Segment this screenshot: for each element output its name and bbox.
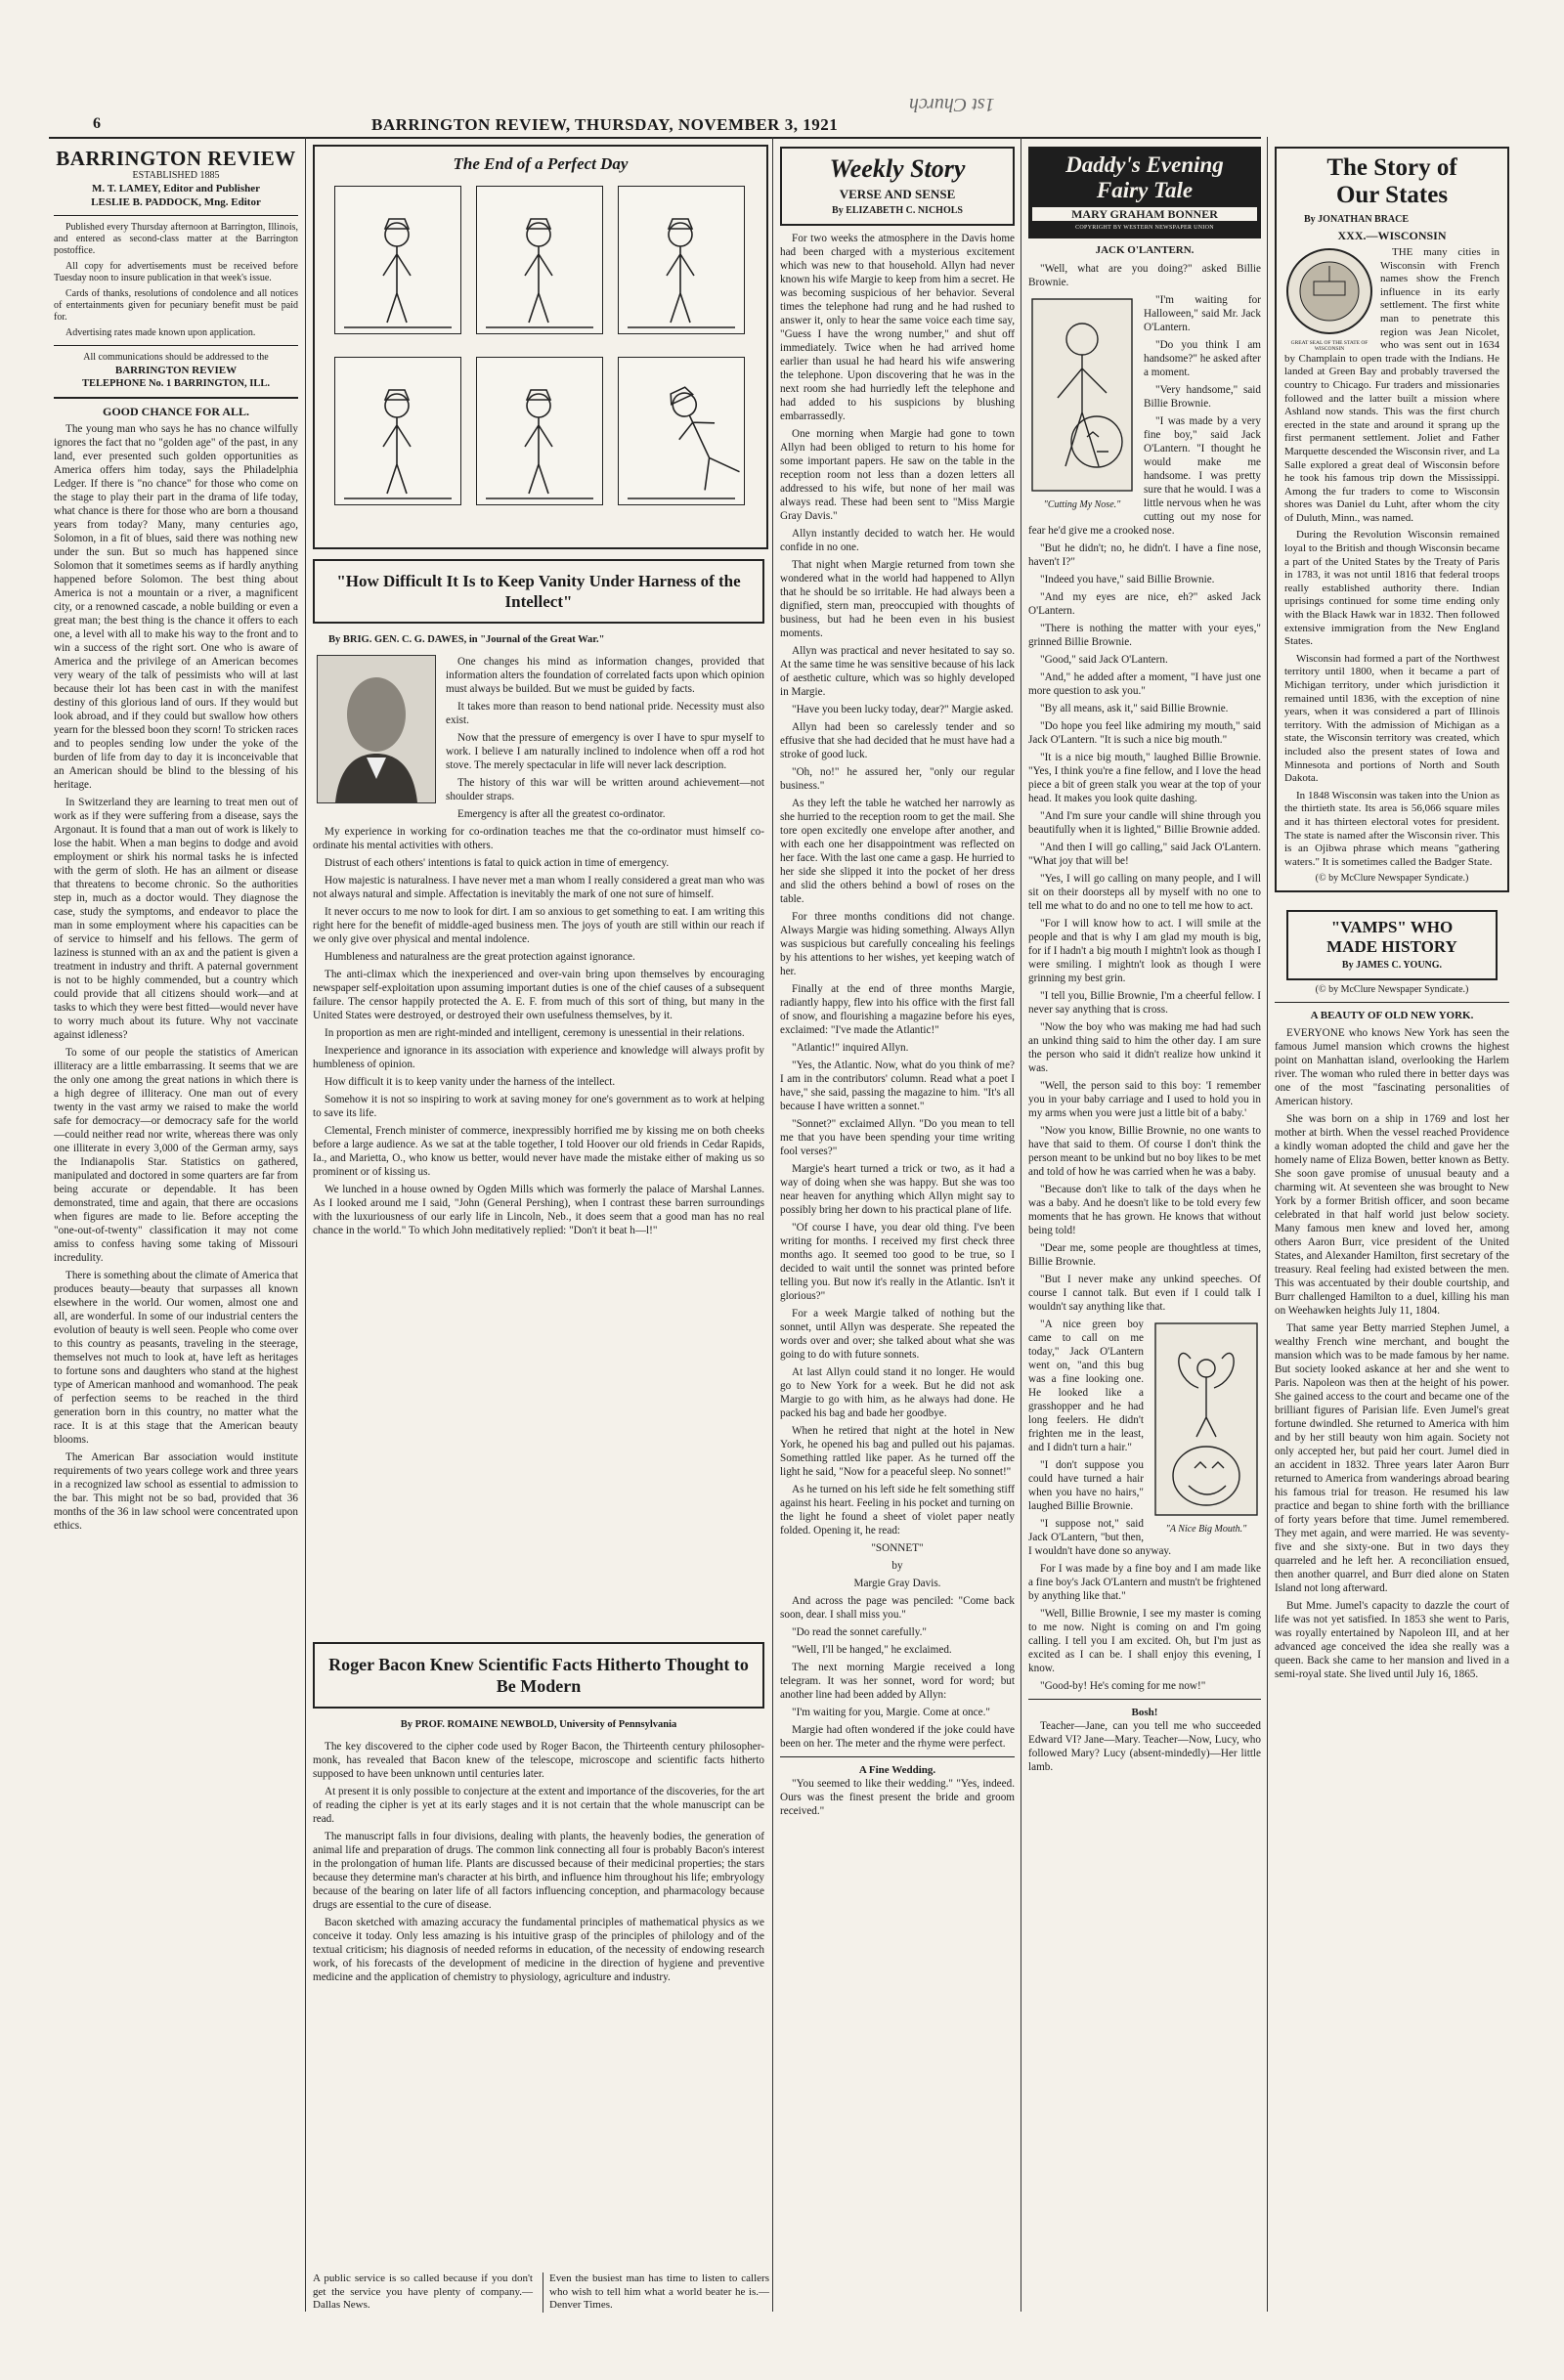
bacon-headline-box [313, 1642, 764, 1709]
fairy-title-2: Fairy Tale [1096, 178, 1194, 202]
bacon-paragraph: The key discovered to the cipher code used by Roger Bacon, the Thirteenth century philosopher-monk, has revealed that Bacon knew of the telescope, microscope and scientific facts hitherto supposed to have been unknown until centuries later. [313, 1741, 764, 1780]
fairy-paragraph: "Indeed you have," said Billie Brownie. [1040, 574, 1215, 585]
col-rule-1 [305, 137, 306, 2312]
weekly-paragraph: For a week Margie talked of nothing but the sonnet, until Allyn was desperate. She repeated the words over and over; she talked about what she was going to do with future sonnets. [780, 1308, 1015, 1361]
weekly-story-column [780, 147, 1015, 2312]
fairy-paragraph: "And I'm sure your candle will shine through you beautifully when it is lighted," Billie Brownie added. [1028, 810, 1261, 836]
weekly-paragraph: For three months conditions did not change. Always Margie was hiding something. Always Allyn was suspicious but carefully concealing his feelings by his attentions to her wishes, yet keeping watch of her. [780, 911, 1015, 977]
states-paragraph: Wisconsin had formed a part of the Northwest territory until 1800, when it became a part of Michigan territory, under which jurisdiction it remained until 1836, with the exception of nine years, when it was considered a part of Illinois territory. With the admission of Michigan as a state, the Wisconsin territory was created, which included also the present states of Iowa and Minnesota and portions of North and South Dakota. [1284, 652, 1499, 785]
comm-name: BARRINGTON REVIEW [114, 365, 238, 376]
weekly-paragraph: As they left the table he watched her narrowly as she hurried to the reception room to get the mail. She tore open excitedly one envelope after another, and with each one her disappointment was reflected on her face. With the last one came a gasp. He hurried to her side she slipped it into the pocket of her dress and slid the others behind a bowl of roses on the table. [780, 798, 1015, 905]
bosh-joke: Teacher—Jane, can you tell me who succeeded Edward VI? Jane—Mary. Teacher—Now, Lucy, who followed Mary? Lucy (absent-mindedly)—Her little lamb. [1028, 1720, 1261, 1773]
states-credit: (© by McClure Newspaper Syndicate.) [1315, 873, 1469, 885]
dawes-paragraph: The anti-climax which the inexperienced and over-vain bring upon themselves by encouraging newspaper self-exploitation upon assuming important duties is one of the chief causes of a subsequent failure. The censor happily protected the A. E. F. from much of this sort of thing, but many in the United States were destroyed, or destroyed their own usefulness themselves, by it. [313, 969, 764, 1021]
vamps-credit: (© by McClure Newspaper Syndicate.) [1315, 984, 1469, 996]
fairy-paragraph: "I don't suppose you could have turned a hair when you have no hairs," laughed Billie Brownie. [1028, 1459, 1144, 1512]
weekly-paragraph: "Sonnet?" exclaimed Allyn. "Do you mean to tell me that you have been spending your time writing fool verses?" [780, 1118, 1015, 1157]
editorial-paragraph: To some of our people the statistics of American illiteracy are a little embarrassing. It seems that we are the only one among the great nations in which there is a high degree of illiteracy. One man out of every twenty in the vast army we raised to make the world safe for democracy—or democracy safe for the world—could neither read nor write, whereas there was only one illiterate in every 3,000 of the German army, says the Indianapolis Star. Statistics on gathered, manipulated and doctored in some quarters are far from being accurate or dependable. It has been demonstrated, time and again, that there are occasions when figures are made to lie. Before accepting the "one-out-of-twenty" classification it may not come amiss to confess having some taking of Missouri incredulity. [54, 1047, 298, 1264]
cards-notice: Cards of thanks, resolutions of condolence and all notices of entertainments given for pecuniary benefit must be paid for. [54, 288, 298, 323]
manager-line: LESLIE B. PADDOCK, Mng. Editor [91, 196, 261, 208]
weekly-footer: "You seemed to like their wedding." "Yes, indeed. Ours was the finest present the bride and groom received." [780, 1778, 1015, 1817]
fairy-paragraph: "For I will know how to act. I will smile at the people and that is why I am glad my mouth is big, for if I hadn't a big mouth I mightn't look as though I were smiling. I mightn't look as though I were grinning my best grin. [1028, 918, 1261, 984]
vamps-subhead: A BEAUTY OF OLD NEW YORK. [1310, 1010, 1474, 1022]
states-subhead: XXX.—WISCONSIN [1337, 229, 1447, 242]
bacon-paragraph: The manuscript falls in four divisions, dealing with plants, the heavenly bodies, the generation of animal life and preparation of drugs. The common link connecting all four is probably Bacon's interest in the prolongation of human life. Plants are discussed because of their medicinal properties; the stars because they determine man's character at his birth, and influence him throughout his life; embryology because of the bearing on later life of all factors influencing conception, and pharmacology because drugs are essential to the cure of disease. [313, 1831, 764, 1911]
states-paragraph: During the Revolution Wisconsin remained loyal to the British and though Wisconsin became a part of the United States by the Treaty of Paris in 1783, it was not until 1816 that federal troops really established authority there. Indian uprisings continued for some time ending only with the Black Hawk war in 1832. Then followed extensive immigration from the New England States. [1284, 529, 1499, 648]
ads-notice: All copy for advertisements must be received before Tuesday noon to insure publication in that week's issue. [54, 261, 298, 283]
fairy-paragraph: "Do you think I am handsome?" he asked after a moment. [1144, 339, 1261, 378]
column-1 [54, 147, 298, 2312]
states-column [1275, 147, 1509, 2312]
caption-1: "Cutting My Nose." [1043, 499, 1121, 510]
masthead-rule [49, 137, 1261, 139]
dawes-paragraph: Inexperience and ignorance in its association with experience and knowledge will always profit by humbleness of opinion. [313, 1045, 764, 1070]
dawes-paragraph: One changes his mind as information changes, provided that information alters the foundation of correlated facts upon which opinion must always be builded. But we must be guided by facts. [446, 656, 764, 695]
bacon-paragraph: At present it is only possible to conjecture at the extent and importance of the discoveries, for the art of reading the cipher is yet at its early stages and it is not certain that the whole manuscript can be read. [313, 1786, 764, 1825]
jack-o-lantern-carving-image [1028, 295, 1136, 496]
jack-o-lantern-fairy-image [1151, 1320, 1261, 1520]
weekly-paragraph: Margie had often wondered if the joke could have been on her. The meter and the rhyme were perfect. [780, 1724, 1015, 1750]
fairy-paragraph: "Good," said Jack O'Lantern. [1040, 654, 1168, 666]
vamps-paragraph: She was born on a ship in 1769 and lost her mother at birth. When the vessel reached Providence a kindly woman adopted the child and gave her the homely name of Eliza Bowen, better known as Betty. She soon gave promise of unusual beauty and a charming wit. At seventeen she was brought to New York by a former British officer, and soon became celebrated in that half world just below society. Many famous men knew and loved her, among others Aaron Burr, vice president of the United States, and Alexander Hamilton, first secretary of the treasury. Real feeling had existed between the men. This was accentuated by their double courtship, and Burr challenged Hamilton to a duel, killing his man on Weehawken heights July 11, 1804. [1275, 1113, 1509, 1318]
states-byline: By JONATHAN BRACE [1304, 214, 1410, 225]
bacon-paragraph: Bacon sketched with amazing accuracy the fundamental principles of mathematical physics as we conceive it today. Only less amazing is his intuitive grasp of the principles of philology and of the textual criticism; his diagnosis of needed reforms in education, of the necessity of endowing research work, of his forecasts of the development of medicine in the direction of hygiene and preventive medicine and the application of chemistry to physiology, agriculture and industry. [313, 1917, 764, 1983]
dawes-portrait [317, 655, 436, 803]
weekly-paragraph: "Do read the sonnet carefully." [792, 1626, 927, 1638]
fairy-paragraph: "Now the boy who was making me had had such an unkind thing said to him the other day. I am sure the person who said it didn't realize how unkind it was. [1028, 1021, 1261, 1074]
fairy-tale-column [1028, 147, 1261, 2312]
fairy-paragraph: "But he didn't; no, he didn't. I have a fine nose, haven't I?" [1028, 542, 1261, 568]
weekly-paragraph: "Yes, the Atlantic. Now, what do you think of me? I am in the contributors' column. Read what a poet I have," she said, passing the magazine to him. "It's all because I have written a sonnet." [780, 1060, 1015, 1112]
header-scrawl: 1st Church [909, 94, 995, 115]
weekly-paragraph: The next morning Margie received a long telegram. It was her sonnet, word for word; but another line had been added by Allyn: [780, 1662, 1015, 1701]
page-number: 6 [93, 115, 101, 132]
dawes-paragraph: Emergency is after all the greatest co-ordinator. [457, 808, 666, 820]
weekly-paragraph: "I'm waiting for you, Margie. Come at once." [792, 1707, 990, 1718]
editorial-paragraph: There is something about the climate of America that produces beauty—beauty that surpasses all known elsewhere in the world. Our women, almost one and all, are wonderful. In some of our industrial centers the evolution of beauty is well seen. People who come over to this country as peasants, traveling in the steerage, themselves not much to look at, have left as heritages to fortune sons and daughters who stand at the highest type of American manhood and womanhood. The peak of perfection seems to be reached in the third generation born in this country, no matter what the race. It is at this stage that the American beauty blooms. [54, 1270, 298, 1446]
fairy-paragraph: "Dear me, some people are thoughtless at times, Billie Brownie. [1028, 1242, 1261, 1268]
state-seal [1284, 246, 1374, 352]
comic-strip [313, 145, 768, 549]
fairy-paragraph: "I'm waiting for Halloween," said Mr. Jack O'Lantern. [1144, 294, 1261, 333]
portrait-image [318, 656, 435, 802]
weekly-paragraph: "Well, I'll be hanged," he exclaimed. [792, 1644, 952, 1656]
fairy-paragraph: "There is nothing the matter with your eyes," grinned Billie Brownie. [1028, 623, 1261, 648]
vamps-box [1286, 910, 1498, 980]
weekly-story-header [780, 147, 1015, 226]
fairy-paragraph: "I tell you, Billie Brownie, I'm a cheerful fellow. I never say anything that is cross. [1028, 990, 1261, 1016]
fairy-paragraph: "Very handsome," said Billie Brownie. [1144, 384, 1261, 410]
fairy-story-head: JACK O'LANTERN. [1095, 244, 1195, 256]
weekly-paragraph: At last Allyn could stand it no longer. He would go to New York for a week. But he did not ask Margie to go with him, as he always had done. He packed his bag and bade her goodbye. [780, 1366, 1015, 1419]
caption-2: "A Nice Big Mouth." [1165, 1524, 1247, 1535]
states-title-2: Our States [1335, 182, 1449, 208]
weekly-byline: By ELIZABETH C. NICHOLS [832, 205, 963, 216]
dawes-paragraph: It takes more than reason to bend national pride. Necessity must also exist. [446, 701, 764, 726]
vamps-paragraph: That same year Betty married Stephen Jumel, a wealthy French wine merchant, and bought the mansion which was to be made famous by her name. But society looked askance at her and she went to Paris. Napoleon was then at the height of his power. She gained access to the court and became one of the brilliant figures of Parisian life. Even Jumel's great fortune dwindled. She returned to America with him and by her still beauty won him again. Society not only accepted her, but paid her court. Jumel died in an accident in 1832. Three years later Aaron Burr returned to America from wanderings abroad bearing his famous trial for treason. He resumed his law practice and began to shine forth with the brilliance of forty years before that time. Jumel remembered. They met again, and were married. He was seventy-five and she sixty-one. But in two days they quarreled and he left her. A reconciliation ensued, then another quarrel, and Burr died alone on Staten Island not long afterward. [1275, 1322, 1509, 1595]
dawes-article [313, 559, 764, 1632]
fairy-paragraph: "Well, what are you doing?" asked Billie Brownie. [1028, 263, 1261, 288]
dawes-headline: "How Difficult It Is to Keep Vanity Under Harness of the Intellect" [336, 572, 741, 611]
filler-right: Even the busiest man has time to listen to callers who wish to tell him what a world beater he is.—Denver Times. [543, 2272, 769, 2313]
telephone: TELEPHONE No. 1 BARRINGTON, ILL. [81, 378, 271, 389]
fairy-paragraph: "But I never make any unkind speeches. Of course I cannot talk. But even if I could talk I wouldn't say anything like that. [1028, 1274, 1261, 1313]
weekly-paragraph: As he turned on his left side he felt something stiff against his heart. Feeling in his pocket and turning on the light he found a sheet of violet paper neatly folded. Opening it, he read: [780, 1484, 1015, 1536]
editorial-paragraph: The American Bar association would institute requirements of two years college work and three years in a recognized law school as essential to admission to the bar. This might not be so bad, provided that 36 months of the 36 in law school were concentrated upon ethics. [54, 1451, 298, 1532]
bacon-headline: Roger Bacon Knew Scientific Facts Hitherto Thought to Be Modern [328, 1655, 749, 1696]
dawes-paragraph: Humbleness and naturalness are the great protection against ignorance. [325, 951, 635, 963]
weekly-paragraph: Allyn was practical and never hesitated to say so. At the same time he was sensitive because of his lack of aesthetic culture, which was so highly developed in Margie. [780, 645, 1015, 698]
weekly-paragraph: "Atlantic!" inquired Allyn. [792, 1042, 909, 1054]
fairy-tale-banner [1028, 147, 1261, 238]
dawes-paragraph: Clemental, French minister of commerce, inexpressibly horrified me by kissing me on both cheeks before a large audience. As we sat at the table together, I told Hoover our old friends in Cedar Rapids, Ia., and Marietta, O., who know us better, would never have made the mistake either of making us so prominent or of kissing us. [313, 1125, 764, 1178]
seal-text: GREAT SEAL OF THE STATE OF WISCONSIN [1290, 340, 1368, 352]
weekly-paragraph: That night when Margie returned from town she wondered what in the world had happened to Allyn that he should be so irritable. He had always been a dignified, stern man, preoccupied with thoughts of business, but had he been even in his busiest moments. [780, 559, 1015, 639]
fairy-title-1: Daddy's Evening [1065, 152, 1224, 177]
weekly-paragraph: by [891, 1560, 903, 1572]
fairy-paragraph: "I was made by a very fine boy," said Jack O'Lantern. "I thought he would make me handsome. I was pretty sure that he would. I was a little nervous when he was cutting out my nose for fear he'd give me a crooked nose. [1028, 415, 1261, 537]
dawes-paragraph: We lunched in a house owned by Ogden Mills which was formerly the palace of Marshal Lannes. As I looked around me I said, "John (General Pershing), when I contrast these barren surroundings with the luxuriousness of our early life in Lincoln, Neb., it does seem that a good man has no real chance in the world." To which John meditatively replied: "Don't it beat h—l!" [313, 1184, 764, 1236]
masthead-line: BARRINGTON REVIEW, THURSDAY, NOVEMBER 3, 1921 [371, 115, 839, 134]
editorial-head: GOOD CHANCE FOR ALL. [102, 405, 249, 418]
bacon-article [313, 1642, 764, 2268]
fairy-author: MARY GRAHAM BONNER [1032, 207, 1257, 221]
comic-figures [315, 147, 766, 547]
established: ESTABLISHED 1885 [132, 170, 220, 181]
weekly-paragraph: Margie Gray Davis. [853, 1578, 941, 1589]
weekly-paragraph: "Have you been lucky today, dear?" Margie asked. [792, 704, 1014, 715]
vamps-title-1: "VAMPS" WHO [1330, 918, 1454, 937]
fairy-paragraph: "And my eyes are nice, eh?" asked Jack O'Lantern. [1028, 591, 1261, 617]
paper-title: BARRINGTON REVIEW [56, 147, 296, 170]
weekly-paragraph: Finally at the end of three months Margie, radiantly happy, flew into his office with the first fall of snow, and flourishing a magazine before his eyes, exclaimed: "I've made the Atlantic!" [780, 983, 1015, 1036]
vamps-paragraph: But Mme. Jumel's capacity to dazzle the court of life was not yet satisfied. In 1853 she went to Paris, was royally entertained by Napoleon III, and at her advanced age conceived the idea she really was a queen. Back she came to her mansion and lived in a semi-royal state. She lived until July 16, 1865. [1275, 1600, 1509, 1681]
dawes-paragraph: Now that the pressure of emergency is over I have to spur myself to work. I believe I am naturally inclined to indolence when off a rod hot stove. The merely spectacular in life will never lack description. [446, 732, 764, 771]
weekly-paragraph: Margie's heart turned a trick or two, as it had a way of doing when she was happy. But she was too near heaven for anything which Allyn might say to possibly bring her down to his practical plane of life. [780, 1163, 1015, 1216]
comic-title: The End of a Perfect Day [453, 154, 629, 173]
illustration-1 [1028, 295, 1136, 510]
fairy-paragraph: "Good-by! He's coming for me now!" [1040, 1680, 1206, 1692]
fairy-paragraph: For I was made by a fine boy and I am made like a fine boy's Jack O'Lantern and mustn't be frightened by anything like that." [1028, 1563, 1261, 1602]
dawes-paragraph: Somehow it is not so inspiring to work at saving money for one's government as to work at helping to save its life. [313, 1094, 764, 1119]
fairy-paragraph: "A nice green boy came to call on me today," Jack O'Lantern went on, "and this bug was a fine looking one. He looked like a grasshopper and he had long feelers. He didn't frighten me in the least, and I didn't turn a hair." [1028, 1319, 1144, 1453]
bacon-byline: By PROF. ROMAINE NEWBOLD, University of Pennsylvania [400, 1719, 677, 1730]
weekly-paragraph: One morning when Margie had gone to town Allyn had been obliged to return to his home for some important papers. He saw on the table in the reception room not less than a dozen letters all addressed to his wife, but none of her mail was always read. These had been sent to "Miss Margie Gray Davis." [780, 428, 1015, 522]
vamps-title-2: MADE HISTORY [1326, 937, 1457, 957]
fairy-paragraph: "Well, Billie Brownie, I see my master is coming to me now. Night is coming on and I'm going calling. I tell you I am excited. Oh, but I'm just as excited as I can be. I shall enjoy this evening, I know. [1028, 1608, 1261, 1674]
dawes-paragraph: My experience in working for co-ordination teaches me that the co-ordinator must himself co-ordinate his mental activities with others. [313, 826, 764, 851]
weekly-paragraph: Allyn instantly decided to watch her. He would confide in no one. [780, 528, 1015, 553]
masthead [39, 109, 1251, 137]
dawes-paragraph: Distrust of each others' intentions is fatal to quick action in time of emergency. [325, 857, 670, 869]
bosh-head: Bosh! [1131, 1707, 1158, 1718]
wisconsin-seal-image [1284, 246, 1374, 336]
illustration-2 [1151, 1320, 1261, 1539]
dawes-paragraph: In proportion as men are right-minded and intelligent, ceremony is unessential in their relations. [325, 1027, 745, 1039]
fairy-paragraph: "It is a nice big mouth," laughed Billie Brownie. "Yes, I think you're a fine fellow, and I love the head piece a bit of green stalk you wear at the top of your head. It makes you look quite dashing. [1028, 752, 1261, 804]
states-paragraph: THE many cities in Wisconsin with French names show the French influence in its early settlement. The first white man to penetrate this region was Jean Nicolet, who was sent out in 1634 by Champlain to open trade with the Indians. He landed at Green Bay and probably traversed the country to Chicago. Fur traders and missionaries followed and the latter built a mission where Ashland now stands. This was the first church erected in the state and around it sprang up the first permanent settlement. Joliet and Father Marquette descended the Wisconsin river, and La Salle explored a great deal of Wisconsin before he took his famous trip down the Mississippi. Among the fur traders to come to Wisconsin shores was Daniel du Luht, after whom the city of Duluth, Minn., was named. [1284, 246, 1499, 524]
weekly-paragraph: For two weeks the atmosphere in the Davis home had been charged with a mysterious excitement which was new to that household. Allyn had never known his wife Margie to keep from him a secret. He was becoming suspicious of her behavior. Several times the telephone had rung and he had rushed to answer it, only to hear the same voice each time say, "Guess I have the wrong number," and shut off immediately. Twice when he had arrived home earlier than usual he had heard his wife answering the telephone. Upon discovering that he was in the next room she had hurriedly left the telephone and had added to his suspicions by blushing embarrassedly. [780, 233, 1015, 422]
states-title-1: The Story of [1326, 154, 1457, 181]
dawes-byline: By BRIG. GEN. C. G. DAWES, in "Journal of the Great War." [328, 634, 605, 645]
filler-left: A public service is so called because if you don't get the service you have plenty of company.—Dallas News. [313, 2272, 533, 2311]
weekly-footer-head: A Fine Wedding. [858, 1764, 936, 1776]
weekly-subtitle: VERSE AND SENSE [839, 187, 956, 201]
fairy-paragraph: "Well, the person said to this boy: 'I remember you in your baby carriage and I used to hold you in my arms when you were just a little bit of a baby.' [1028, 1080, 1261, 1119]
weekly-paragraph: "Oh, no!" he assured her, "only our regular business." [780, 766, 1015, 792]
dawes-paragraph: It never occurs to me now to look for dirt. I am so anxious to get something to eat. I am writing this right here for the benefit of middle-aged business men. The joys of youth are still within our reach if we only give over physical and mental indolence. [313, 906, 764, 945]
fairy-paragraph: "By all means, ask it," said Billie Brownie. [1040, 703, 1229, 714]
dawes-paragraph: How majestic is naturalness. I have never met a man whom I really considered a great man who was not always natural and simple. Affectation is inevitably the mark of one not sure of himself. [313, 875, 764, 900]
weekly-paragraph: When he retired that night at the hotel in New York, he opened his bag and pulled out his pajamas. Something rattled like paper. As he turned off the light he said, "Now for a peaceful sleep. No sonnet!" [780, 1425, 1015, 1478]
weekly-paragraph: Allyn had been so carelessly tender and so effusive that she had decided that he must have had a stroke of good luck. [780, 721, 1015, 760]
dawes-paragraph: The history of this war will be written around achievement—not shoulder straps. [446, 777, 764, 802]
fairy-copyright: COPYRIGHT BY WESTERN NEWSPAPER UNION [1075, 225, 1214, 231]
fairy-paragraph: "Now you know, Billie Brownie, no one wants to have that said to them. Of course I don't think the person meant to be unkind but no boy likes to be met and told of how he was carried when he was a baby. [1028, 1125, 1261, 1178]
editorial-paragraph: In Switzerland they are learning to treat men out of work as if they were suffering from a disease, says the Argonaut. It is found that a man out of work is likely to lose the habit. When a man begins to dodge and avoid employment or shirk his normal tasks he is infected with the germ of sloth. He has an ailment or disease that threatens to become chronic. So the authorities step in, much as a doctor would. They diagnose the case, study the symptoms, and endeavor to place the man in some employment where his capacities can be of service to himself and his fellows. The germ of laziness is stunned with an ax and the patient is given a treatment in industry and thrift. A paternal government is not to be highly commended, but a country which could provide that all citizens should work—and at tasks to which they were best fitted—would never have to worry much about its future. Why not vaccinate against idleness? [54, 797, 298, 1041]
weekly-paragraph: "Of course I have, you dear old thing. I've been writing for months. I received my first check three months ago. It seemed too good to be true, so I decided to wait until the sonnet was printed before telling you. But now it's really in the Atlantic. Isn't it glorious?" [780, 1222, 1015, 1302]
weekly-paragraph: "SONNET" [871, 1542, 924, 1554]
fairy-paragraph: "Yes, I will go calling on many people, and I will sit on their doorsteps all by myself with no one to tell me what to do and no one to tell me how to act. [1028, 873, 1261, 912]
col-rule-2 [772, 137, 773, 2312]
fairy-paragraph: "And," he added after a moment, "I have just one more question to ask you." [1028, 671, 1261, 697]
publish-info: Published every Thursday afternoon at Barrington, Illinois, and entered as second-class matter at the Barrington postoffice. [54, 222, 298, 256]
vamps-paragraph: EVERYONE who knows New York has seen the famous Jumel mansion which crowns the highest point on Manhattan island, overlooking the Harlem river. The woman who ruled there in better days was one of the most "fascinating personalities of American history. [1275, 1027, 1509, 1108]
states-paragraph: In 1848 Wisconsin was taken into the Union as the thirtieth state. Its area is 56,066 square miles and it has thirteen electoral votes for president. The state is named after the Wisconsin river. This is an Ojibwa phrase which means "gathering waters." It is sometimes called the Badger State. [1284, 789, 1499, 868]
fairy-paragraph: "And then I will go calling," said Jack O'Lantern. "What joy that will be! [1028, 842, 1261, 867]
states-box [1275, 147, 1509, 892]
editor-line: M. T. LAMEY, Editor and Publisher [92, 183, 260, 195]
comm-notice: All communications should be addressed to the [83, 352, 269, 363]
rates-notice: Advertising rates made known upon application. [65, 327, 256, 338]
fairy-paragraph: "Because don't like to talk of the days when he was a baby. And he doesn't like to be told every few moments that he has grown. He knows that without being told! [1028, 1184, 1261, 1236]
fairy-paragraph: "I suppose not," said Jack O'Lantern, "but then, I wouldn't have done so anyway. [1028, 1518, 1172, 1557]
fairy-paragraph: "Do hope you feel like admiring my mouth," said Jack O'Lantern. "It is such a nice big mouth." [1028, 720, 1261, 746]
weekly-paragraph: And across the page was penciled: "Come back soon, dear. I shall miss you." [780, 1595, 1015, 1621]
weekly-title: Weekly Story [829, 154, 966, 183]
dawes-headline-box [313, 559, 764, 624]
editorial-paragraph: The young man who says he has no chance wilfully ignores the fact that no "golden age" of the past, in any land, ever presented such golden opportunities as America offers him today, says the Philadelphia Ledger. If there is "no chance" for those who come on the stage to play their part in the drama of life today, what chance is there for those who are born a thousand years from today? Many, many centuries ago, Solomon, in a fit of blues, said there was nothing new under the sun. But so much has happened since Solomon that it sometimes seems as if hardly anything happened before Solomon. The best thing about America is not a mountain or a river, a magnificent city, or a renowned cascade, a noble building or even a great man; the best thing is the chance it offers to each one, a level with all to make his way to the front and to win a success of the right sort. One who is aware of America and the privilege of an American becomes very weary of the talk of pessimists who will at last because their lot has been cast in with the manifest destiny of this glorious land of ours. If they would but look abroad, and if they could but swallow how others yearn for the blessed boon they scorn! To stricken races and to peoples sending low under the yoke of the burden of life from day to day it is inconceivable that an American should be blind to the blessing of his heritage. [54, 423, 298, 791]
dawes-paragraph: How difficult it is to keep vanity under the harness of the intellect. [325, 1076, 616, 1088]
col-rule-4 [1267, 137, 1268, 2312]
vamps-byline: By JAMES C. YOUNG. [1341, 960, 1443, 972]
